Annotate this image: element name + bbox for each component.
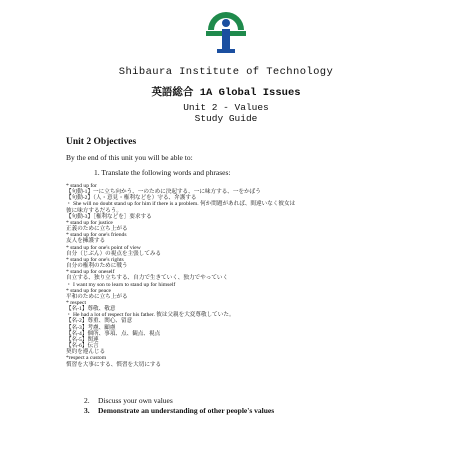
- phrase-line: 【名-4】個所、事項、点、観点、視点: [66, 330, 161, 337]
- phrase-line: * stand up for: [66, 183, 97, 189]
- phrase-line: * stand up for peace: [66, 287, 112, 294]
- phrase-line: 【句動-2】（人・意見・権利などを）守る、弁護する: [66, 195, 197, 202]
- phrase-line: 【名-2】尊重、関心、留意: [66, 318, 133, 325]
- objective-item-1: 1. Translate the following words and phrases:: [94, 168, 231, 177]
- phrase-line: 契約を遵んじる: [66, 349, 106, 356]
- phrase-line: * stand up for one's rights: [66, 256, 124, 263]
- phrase-line: 自立する、独り立ちする、自力で生きていく、独力でやっていく: [66, 275, 229, 282]
- phrase-line: 【名-3】考慮、顧慮: [66, 324, 116, 331]
- objectives-intro: By the end of this unit you will be able to:: [66, 153, 193, 162]
- phrase-line: 自分（じぶん）の視点を主張してみる: [66, 250, 162, 257]
- phrase-line: 【名-1】尊敬、敬意: [66, 306, 116, 313]
- phrase-line: 友人を擁護する: [66, 238, 106, 245]
- phrase-line: 平和のために立ち上がる: [66, 293, 128, 300]
- phrase-line: 正義のために立ち上がる: [66, 226, 128, 233]
- phrase-line: *respect a custom: [66, 355, 107, 362]
- phrase-line: 自分の権利のために戦う: [66, 263, 128, 270]
- objective-item-3: [84, 406, 274, 416]
- phrase-line: * stand up for justice: [66, 219, 113, 226]
- phrase-line: * stand up for one's friends: [66, 232, 127, 239]
- shibaura-logo-icon: [204, 10, 248, 58]
- objectives-heading: Unit 2 Objectives: [66, 137, 137, 147]
- phrase-line: ・ I want my son to learn to stand up for himself: [66, 281, 176, 288]
- objective-number: 2.: [84, 396, 90, 405]
- course-title: 英語総合 1A Global Issues: [151, 87, 301, 99]
- objective-text: Discuss your own values: [98, 396, 173, 405]
- unit-title: Unit 2 - Values: [183, 102, 269, 113]
- institute-name: Shibaura Institute of Technology: [118, 66, 334, 78]
- phrase-line: 【句動-1】一に立ち向かう、一のために決起する、一に味方する、一をかばう: [66, 189, 261, 196]
- phrase-line: 慣習を大事にする、慣習を大切にする: [66, 361, 162, 368]
- phrase-line: 【名-5】関連: [66, 336, 99, 343]
- objective-number: 3.: [84, 405, 90, 415]
- phrase-list: [66, 183, 396, 368]
- phrase-line: * respect: [66, 299, 87, 306]
- phrase-line: ・ She will no doubt stand up for him if there is a problem. 何か問題があれば、間違いなく彼女は: [66, 201, 296, 208]
- phrase-line: ・ He had a lot of respect for his father. 彼は父親を大変尊敬していた。: [66, 312, 235, 319]
- phrase-line: * stand up for one's point of view: [66, 244, 141, 251]
- phrase-line: * stand up for oneself: [66, 269, 115, 276]
- objective-list: [84, 396, 274, 415]
- phrase-line: 彼に味方するだろう。: [66, 207, 122, 214]
- phrase-line: 【名-6】伝言: [66, 343, 99, 350]
- objective-item-2: [84, 396, 274, 406]
- phrase-line: 【句動-3】［権利などを］要求する: [66, 213, 152, 220]
- guide-title: Study Guide: [194, 113, 258, 124]
- objective-text: Demonstrate an understanding of other people's values: [98, 405, 275, 415]
